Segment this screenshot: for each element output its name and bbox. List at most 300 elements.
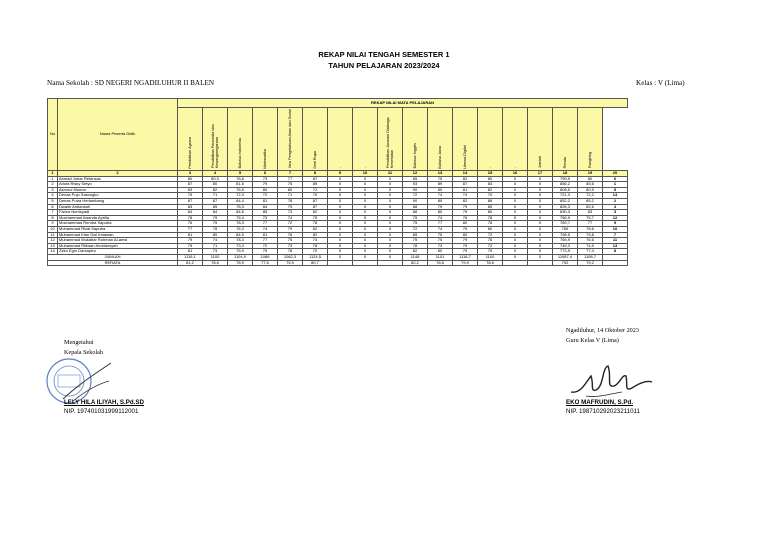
- table-cell: 86: [478, 198, 503, 204]
- table-cell: 4: [48, 193, 58, 199]
- table-cell: 856,2: [553, 182, 578, 188]
- table-cell: 799,9: [553, 176, 578, 182]
- report-subtitle: TAHUN PELAJARAN 2023/2024: [328, 61, 440, 70]
- student-name: Denas Pujo Sasongko: [58, 193, 178, 199]
- subject-header: [378, 108, 403, 171]
- table-cell: 0: [528, 204, 553, 210]
- average-cell: [353, 260, 378, 266]
- no-header: No: [48, 99, 58, 171]
- table-cell: 0: [353, 198, 378, 204]
- table-cell: 84,5: [228, 232, 253, 238]
- table-cell: 0: [378, 226, 403, 232]
- table-cell: 79: [428, 204, 453, 210]
- table-cell: 73: [428, 243, 453, 249]
- table-cell: 9: [48, 221, 58, 227]
- table-cell: 74,9: [578, 243, 603, 249]
- table-cell: 78: [203, 226, 228, 232]
- table-cell: 82: [453, 198, 478, 204]
- table-cell: 72,2: [578, 193, 603, 199]
- table-cell: 0: [528, 238, 553, 244]
- subject-label: -: [338, 167, 342, 169]
- table-cell: 11: [603, 238, 628, 244]
- header-row-group: [48, 99, 628, 108]
- table-cell: 765,9: [553, 238, 578, 244]
- subject-label: Pendidikan Agama: [188, 136, 192, 169]
- student-name: Zeko Egin Darsaptra: [58, 249, 178, 255]
- table-cell: 89: [428, 182, 453, 188]
- table-cell: 80,3: [203, 176, 228, 182]
- table-cell: 80: [278, 187, 303, 193]
- table-cell: 82: [303, 210, 328, 216]
- table-cell: 78: [178, 215, 203, 221]
- table-cell: 0: [378, 204, 403, 210]
- table-cell: 0: [528, 210, 553, 216]
- subject-label: Seni Rupa: [313, 150, 317, 169]
- subject-label: Pendidikan Pancasila dan Kewarganegaraan: [211, 124, 219, 169]
- table-cell: 82: [403, 249, 428, 255]
- table-cell: 80: [578, 176, 603, 182]
- table-cell: 75: [278, 182, 303, 188]
- table-cell: 82: [303, 226, 328, 232]
- table-cell: 84,4: [228, 198, 253, 204]
- table-cell: 0: [503, 204, 528, 210]
- table-cell: 79: [253, 249, 278, 255]
- table-cell: 0: [328, 249, 353, 255]
- column-number: 8: [303, 171, 328, 177]
- table-cell: 0: [528, 226, 553, 232]
- table-cell: 89: [303, 182, 328, 188]
- report-date: Ngadiluhur, 14 Oktober 2023: [566, 327, 639, 334]
- column-number: 9: [328, 171, 353, 177]
- table-cell: 85: [253, 210, 278, 216]
- table-cell: 5: [603, 187, 628, 193]
- average-row: [48, 260, 628, 266]
- table-cell: 71: [203, 193, 228, 199]
- subject-header: [353, 108, 378, 171]
- subject-header: [303, 108, 328, 171]
- table-cell: 0: [378, 238, 403, 244]
- table-cell: 0: [528, 232, 553, 238]
- table-cell: 830,3: [553, 210, 578, 216]
- table-cell: 7: [603, 232, 628, 238]
- table-cell: 74: [278, 215, 303, 221]
- column-number: 19: [578, 171, 603, 177]
- total-cell: 1104,9: [228, 254, 253, 260]
- column-number: 20: [603, 171, 628, 177]
- table-cell: 78,3: [228, 238, 253, 244]
- table-cell: 88: [403, 210, 428, 216]
- total-cell: 1086: [253, 254, 278, 260]
- total-cell: 1100: [478, 254, 503, 260]
- total-cell: 1062,3: [278, 254, 303, 260]
- table-cell: 0: [353, 176, 378, 182]
- table-cell: 0: [378, 210, 403, 216]
- table-cell: 81,6: [228, 182, 253, 188]
- table-cell: 0: [328, 226, 353, 232]
- principal-name: LELY HILA ILIYAH, S.Pd.SD: [64, 399, 144, 406]
- table-cell: 0: [378, 187, 403, 193]
- subject-label: Rangking: [588, 152, 592, 169]
- table-cell: 72: [303, 187, 328, 193]
- table-cell: 80: [203, 232, 228, 238]
- total-cell: 1116,1: [178, 254, 203, 260]
- table-cell: 77: [578, 221, 603, 227]
- table-cell: 77: [178, 226, 203, 232]
- table-cell: 773,9: [553, 249, 578, 255]
- table-cell: 0: [328, 198, 353, 204]
- table-cell: 77: [428, 221, 453, 227]
- table-cell: 81: [453, 187, 478, 193]
- subject-header: [553, 108, 578, 171]
- table-cell: 0: [378, 232, 403, 238]
- average-cell: 78,9: [228, 260, 253, 266]
- column-number: 7: [278, 171, 303, 177]
- table-cell: 75: [203, 221, 228, 227]
- column-number: 17: [528, 171, 553, 177]
- table-cell: 4: [603, 204, 628, 210]
- table-cell: 76,6: [578, 226, 603, 232]
- table-cell: 79: [453, 243, 478, 249]
- table-cell: 76,3: [228, 226, 253, 232]
- table-cell: 0: [528, 215, 553, 221]
- principal-role: Kepala Sekolah: [64, 349, 104, 356]
- subject-header: [528, 108, 553, 171]
- school-name: Nama Sekolah : SD NEGERI NGADILUHUR II BALEN: [47, 79, 215, 87]
- subject-header: [403, 108, 428, 171]
- student-name: Asrosul Munna: [58, 187, 178, 193]
- table-cell: 0: [353, 243, 378, 249]
- subject-label: Bahasa Inggris: [413, 143, 417, 169]
- table-cell: 0: [503, 210, 528, 216]
- table-cell: 1: [48, 176, 58, 182]
- subject-header: [478, 108, 503, 171]
- table-cell: 808,5: [553, 187, 578, 193]
- table-cell: 74: [303, 238, 328, 244]
- table-cell: 79: [453, 249, 478, 255]
- average-cell: 80,7: [303, 260, 328, 266]
- total-cell: 0: [353, 254, 378, 260]
- table-cell: 0: [378, 249, 403, 255]
- subject-label: Literasi Digital: [463, 144, 467, 169]
- table-cell: 0: [328, 204, 353, 210]
- table-cell: 85,6: [578, 182, 603, 188]
- table-cell: 74: [453, 193, 478, 199]
- table-cell: 85: [203, 204, 228, 210]
- table-cell: 87: [303, 204, 328, 210]
- table-cell: 73: [203, 249, 228, 255]
- table-cell: 0: [378, 243, 403, 249]
- table-cell: 78: [478, 215, 503, 221]
- table-cell: 12: [603, 215, 628, 221]
- table-cell: 76: [478, 238, 503, 244]
- total-cell: 1101: [428, 254, 453, 260]
- total-cell: 1148: [403, 254, 428, 260]
- table-cell: 80,9: [578, 187, 603, 193]
- table-cell: 77,4: [578, 249, 603, 255]
- total-cell: 0: [503, 254, 528, 260]
- total-cell: 1118,7: [453, 254, 478, 260]
- average-label: RERATA: [48, 260, 178, 266]
- table-cell: 70: [303, 249, 328, 255]
- student-name: Muhammad Mukabar Rohman Al-amsi: [58, 238, 178, 244]
- table-cell: 76: [453, 215, 478, 221]
- teacher-role: Guru Kelas V (Lima): [566, 337, 619, 344]
- table-cell: 0: [353, 187, 378, 193]
- table-cell: 82: [203, 187, 228, 193]
- subject-label: -: [488, 167, 492, 169]
- table-cell: 79: [453, 204, 478, 210]
- table-cell: 79: [278, 204, 303, 210]
- table-cell: 80: [428, 198, 453, 204]
- table-cell: 8: [603, 249, 628, 255]
- table-cell: 0: [353, 204, 378, 210]
- table-cell: 78: [278, 198, 303, 204]
- table-cell: 5: [48, 198, 58, 204]
- table-cell: 0: [353, 221, 378, 227]
- column-number: 11: [378, 171, 403, 177]
- table-cell: 79: [203, 215, 228, 221]
- table-cell: 72: [278, 221, 303, 227]
- table-cell: 90: [403, 198, 428, 204]
- subject-header: [253, 108, 278, 171]
- student-name: Mochammad Rendra Saputra: [58, 221, 178, 227]
- teacher-nip: NIP. 198710292023211011: [566, 408, 640, 415]
- table-cell: 6: [603, 176, 628, 182]
- table-cell: 74: [428, 226, 453, 232]
- table-cell: 73: [278, 210, 303, 216]
- table-cell: 11: [48, 232, 58, 238]
- table-cell: 9: [603, 221, 628, 227]
- table-cell: 75: [278, 238, 303, 244]
- table-cell: 0: [528, 243, 553, 249]
- table-cell: 79: [453, 238, 478, 244]
- table-cell: 10: [603, 226, 628, 232]
- column-number: 4: [203, 171, 228, 177]
- table-cell: 72: [478, 232, 503, 238]
- average-cell: 792: [553, 260, 578, 266]
- subject-header: [453, 108, 478, 171]
- table-cell: 0: [353, 238, 378, 244]
- table-cell: 80: [253, 187, 278, 193]
- table-cell: 87: [303, 176, 328, 182]
- table-cell: 71: [203, 243, 228, 249]
- column-number: 5: [228, 171, 253, 177]
- table-cell: 80: [203, 182, 228, 188]
- table-cell: 80: [478, 176, 503, 182]
- table-cell: 0: [353, 210, 378, 216]
- table-cell: 0: [328, 176, 353, 182]
- column-number: 18: [553, 171, 578, 177]
- subject-header: [328, 108, 353, 171]
- table-cell: 0: [328, 232, 353, 238]
- table-cell: 78,3: [228, 221, 253, 227]
- table-cell: 0: [503, 215, 528, 221]
- teacher-name: EKO MAFRUDIN, S.Pd.: [566, 399, 634, 406]
- table-cell: 0: [353, 182, 378, 188]
- table-cell: 0: [378, 176, 403, 182]
- table-cell: 82: [478, 187, 503, 193]
- subject-label: Pendidikan Jasmani Olahraga Kesehatan: [386, 117, 394, 169]
- table-cell: 0: [528, 187, 553, 193]
- table-cell: 83: [178, 187, 203, 193]
- teacher-signature-icon: [566, 362, 656, 402]
- table-cell: 0: [353, 232, 378, 238]
- table-cell: 78,3: [228, 204, 253, 210]
- table-cell: 0: [353, 249, 378, 255]
- total-cell: 1108,7: [578, 254, 603, 260]
- table-cell: 79: [178, 243, 203, 249]
- table-cell: 81: [178, 249, 203, 255]
- average-cell: 77,6: [253, 260, 278, 266]
- table-cell: 82: [453, 176, 478, 182]
- table-cell: 79: [278, 226, 303, 232]
- table-cell: 0: [328, 182, 353, 188]
- table-cell: 75: [428, 232, 453, 238]
- subject-header: [503, 108, 528, 171]
- table-cell: 75: [403, 238, 428, 244]
- table-cell: 852,2: [553, 198, 578, 204]
- table-cell: 79: [478, 249, 503, 255]
- student-name: Mohammad Rizal Saputra: [58, 226, 178, 232]
- column-number: 14: [453, 171, 478, 177]
- table-cell: 0: [328, 193, 353, 199]
- table-cell: 0: [378, 193, 403, 199]
- average-cell: [378, 260, 403, 266]
- average-cell: [328, 260, 353, 266]
- table-cell: 87: [178, 182, 203, 188]
- report-title: REKAP NILAI TENGAH SEMESTER 1: [318, 50, 450, 59]
- subject-label: -: [363, 167, 367, 169]
- total-cell: 1100: [203, 254, 228, 260]
- table-cell: 72,3: [228, 193, 253, 199]
- table-cell: 0: [503, 176, 528, 182]
- table-cell: 0: [328, 210, 353, 216]
- table-cell: 0: [353, 226, 378, 232]
- column-number: 15: [478, 171, 503, 177]
- table-cell: 74: [428, 193, 453, 199]
- table-cell: 0: [328, 187, 353, 193]
- table-cell: 798,5: [553, 232, 578, 238]
- table-cell: 78: [478, 221, 503, 227]
- table-cell: 756,9: [553, 215, 578, 221]
- table-cell: 749,3: [553, 243, 578, 249]
- table-cell: 74: [428, 215, 453, 221]
- table-cell: 73: [253, 215, 278, 221]
- table-cell: 75: [403, 215, 428, 221]
- table-cell: 0: [503, 243, 528, 249]
- table-cell: 83: [178, 204, 203, 210]
- total-cell: 11087,4: [553, 254, 578, 260]
- table-cell: 2: [603, 198, 628, 204]
- table-cell: 87: [303, 198, 328, 204]
- table-cell: 72: [403, 226, 428, 232]
- average-cell: 75,9: [278, 260, 303, 266]
- table-cell: 0: [328, 243, 353, 249]
- table-cell: 72: [478, 243, 503, 249]
- table-cell: 0: [378, 215, 403, 221]
- grades-table: [47, 98, 628, 266]
- student-name: Fariza Nurrisyadi: [58, 210, 178, 216]
- table-cell: 73,3: [228, 243, 253, 249]
- table-cell: 74: [203, 238, 228, 244]
- table-cell: 85: [403, 176, 428, 182]
- average-cell: 79,2: [578, 260, 603, 266]
- table-cell: 80: [178, 176, 203, 182]
- subject-header: [428, 108, 453, 171]
- table-cell: 71: [278, 193, 303, 199]
- table-cell: 0: [328, 221, 353, 227]
- table-cell: 13: [603, 243, 628, 249]
- table-cell: 78: [303, 243, 328, 249]
- table-cell: 93: [403, 182, 428, 188]
- subject-header: [178, 108, 203, 171]
- table-cell: 79: [178, 238, 203, 244]
- student-name: Dwarik Ardiansah: [58, 204, 178, 210]
- table-cell: 79: [453, 210, 478, 216]
- table-cell: 79: [453, 226, 478, 232]
- table-cell: 75: [428, 176, 453, 182]
- table-cell: 0: [503, 249, 528, 255]
- name-header: Nama Peserta Didik: [58, 99, 178, 171]
- table-cell: 0: [503, 187, 528, 193]
- table-cell: 76: [278, 232, 303, 238]
- column-number: 1: [48, 171, 58, 177]
- table-cell: 87: [178, 198, 203, 204]
- column-number: 2: [58, 171, 178, 177]
- table-cell: 0: [328, 215, 353, 221]
- average-cell: 78,6: [203, 260, 228, 266]
- table-cell: 0: [528, 193, 553, 199]
- table-cell: 75,4: [228, 215, 253, 221]
- table-cell: 73: [253, 176, 278, 182]
- average-cell: 82,2: [403, 260, 428, 266]
- column-number: 12: [403, 171, 428, 177]
- student-name: Muhammad Irfan Dwi Irmawan: [58, 232, 178, 238]
- table-cell: 80: [428, 210, 453, 216]
- table-cell: 0: [503, 226, 528, 232]
- table-cell: 0: [528, 221, 553, 227]
- table-cell: 0: [378, 221, 403, 227]
- student-name: Mochammad Ilwanda Aprilia: [58, 215, 178, 221]
- column-number: 13: [428, 171, 453, 177]
- table-cell: 10: [48, 226, 58, 232]
- acknowledged-label: Mengetahui: [64, 339, 94, 346]
- student-name: Arlofa Risky Setyo: [58, 182, 178, 188]
- table-cell: 82,6: [578, 204, 603, 210]
- subject-label: Bahasa Jawa: [438, 145, 442, 169]
- table-cell: 75: [403, 221, 428, 227]
- subject-header: [578, 108, 603, 171]
- subject-label: Matematika: [263, 148, 267, 169]
- table-cell: 8: [48, 215, 58, 221]
- subject-label: Ilmu Pengetahuan Alam dan Sosial: [288, 109, 292, 169]
- column-number: 16: [503, 171, 528, 177]
- subject-header: [278, 108, 303, 171]
- table-cell: 85: [478, 204, 503, 210]
- subject-label: Rerata: [563, 157, 567, 169]
- table-cell: 87: [453, 182, 478, 188]
- table-cell: 72: [253, 193, 278, 199]
- subject-header: [228, 108, 253, 171]
- column-number: 10: [353, 171, 378, 177]
- table-cell: 84: [178, 210, 203, 216]
- class-label: Kelas : V (Lima): [636, 79, 685, 87]
- table-cell: 721,3: [553, 193, 578, 199]
- table-cell: 70: [303, 193, 328, 199]
- table-cell: 79,8: [578, 232, 603, 238]
- table-cell: 0: [503, 193, 528, 199]
- average-cell: [603, 260, 628, 266]
